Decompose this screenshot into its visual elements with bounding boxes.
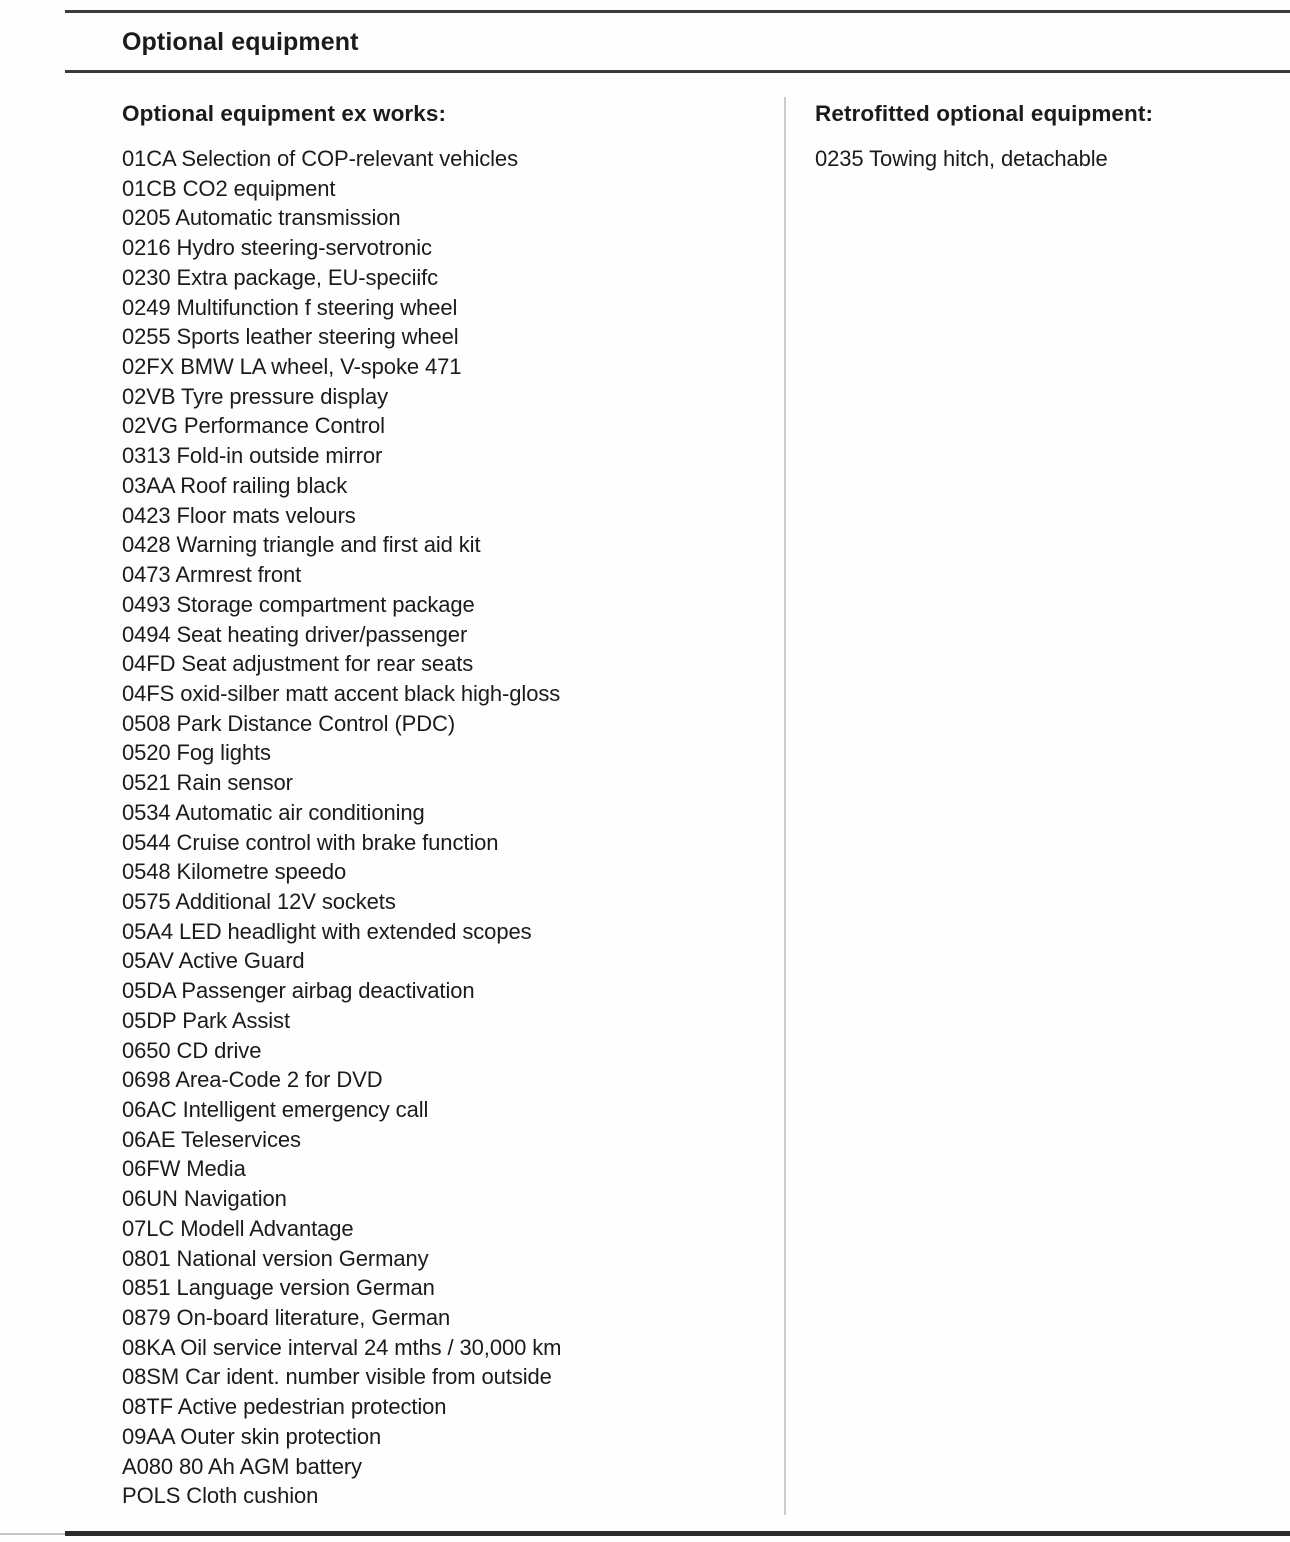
equipment-item: 0216 Hydro steering-servotronic [122, 235, 432, 261]
equipment-item: 06AC Intelligent emergency call [122, 1097, 429, 1122]
equipment-item: 0548 Kilometre speedo [122, 859, 347, 885]
equipment-item: 04FS oxid-silber matt accent black high-gloss [122, 680, 561, 706]
equipment-item: 02FX BMW LA wheel, V-spoke 471 [122, 354, 462, 380]
equipment-item: 0698 Area-Code 2 for DVD [122, 1067, 383, 1093]
ex-works-header: Optional equipment ex works: [122, 101, 447, 126]
equipment-item: 0879 On-board literature, German [122, 1305, 451, 1331]
equipment-item: 0255 Sports leather steering wheel [122, 324, 459, 350]
page-title: Optional equipment [122, 28, 359, 56]
equipment-item: 07LC Modell Advantage [122, 1215, 354, 1241]
equipment-item: 0494 Seat heating driver/passenger [122, 621, 468, 647]
equipment-item: POLS Cloth cushion [122, 1483, 319, 1509]
equipment-item: 0650 CD drive [122, 1037, 262, 1063]
equipment-item: 0249 Multifunction f steering wheel [122, 294, 458, 320]
equipment-item: 0230 Extra package, EU-speciifc [122, 264, 439, 290]
equipment-item: 0801 National version Germany [122, 1245, 429, 1271]
equipment-item: 05DP Park Assist [122, 1007, 290, 1033]
title-underline-rule [65, 70, 1290, 73]
equipment-item: 0473 Armrest front [122, 562, 302, 588]
equipment-item: 08KA Oil service interval 24 mths / 30,000 km [122, 1334, 562, 1360]
bottom-rule [65, 1531, 1290, 1536]
equipment-item: 08TF Active pedestrian protection [122, 1394, 447, 1420]
top-rule [65, 10, 1290, 13]
equipment-item: A080 80 Ah AGM battery [122, 1453, 362, 1479]
equipment-item: 08SM Car ident. number visible from outside [122, 1364, 552, 1390]
equipment-item: 0423 Floor mats velours [122, 502, 356, 528]
bottom-rule-faint-segment [0, 1533, 66, 1535]
equipment-item: 04FD Seat adjustment for rear seats [122, 651, 474, 677]
equipment-item: 0205 Automatic transmission [122, 205, 401, 231]
equipment-item: 0493 Storage compartment package [122, 591, 475, 617]
equipment-item: 0544 Cruise control with brake function [122, 829, 499, 855]
ex-works-list [122, 144, 772, 1511]
retrofitted-list [815, 144, 1275, 174]
equipment-item: 0508 Park Distance Control (PDC) [122, 710, 456, 736]
column-divider [784, 97, 786, 1515]
equipment-item: 05A4 LED headlight with extended scopes [122, 918, 532, 944]
equipment-item: 05DA Passenger airbag deactivation [122, 978, 475, 1004]
equipment-item: 06UN Navigation [122, 1186, 287, 1212]
equipment-item: 02VG Performance Control [122, 413, 385, 439]
equipment-item: 01CB CO2 equipment [122, 175, 336, 201]
retrofitted-equipment-item: 0235 Towing hitch, detachable [815, 146, 1108, 171]
equipment-item: 09AA Outer skin protection [122, 1423, 382, 1449]
equipment-item: 02VB Tyre pressure display [122, 383, 389, 409]
equipment-item: 0534 Automatic air conditioning [122, 799, 425, 825]
equipment-item: 03AA Roof railing black [122, 472, 348, 498]
equipment-item: 0521 Rain sensor [122, 770, 293, 796]
equipment-item: 06AE Teleservices [122, 1126, 301, 1152]
equipment-item: 05AV Active Guard [122, 948, 305, 974]
equipment-item: 0520 Fog lights [122, 740, 271, 766]
equipment-item: 0313 Fold-in outside mirror [122, 443, 383, 469]
equipment-item: 01CA Selection of COP-relevant vehicles [122, 146, 518, 171]
retrofitted-header: Retrofitted optional equipment: [815, 101, 1154, 126]
equipment-item: 0428 Warning triangle and first aid kit [122, 532, 481, 558]
equipment-item: 0851 Language version German [122, 1275, 435, 1301]
equipment-item: 0575 Additional 12V sockets [122, 888, 396, 914]
equipment-item: 06FW Media [122, 1156, 246, 1182]
